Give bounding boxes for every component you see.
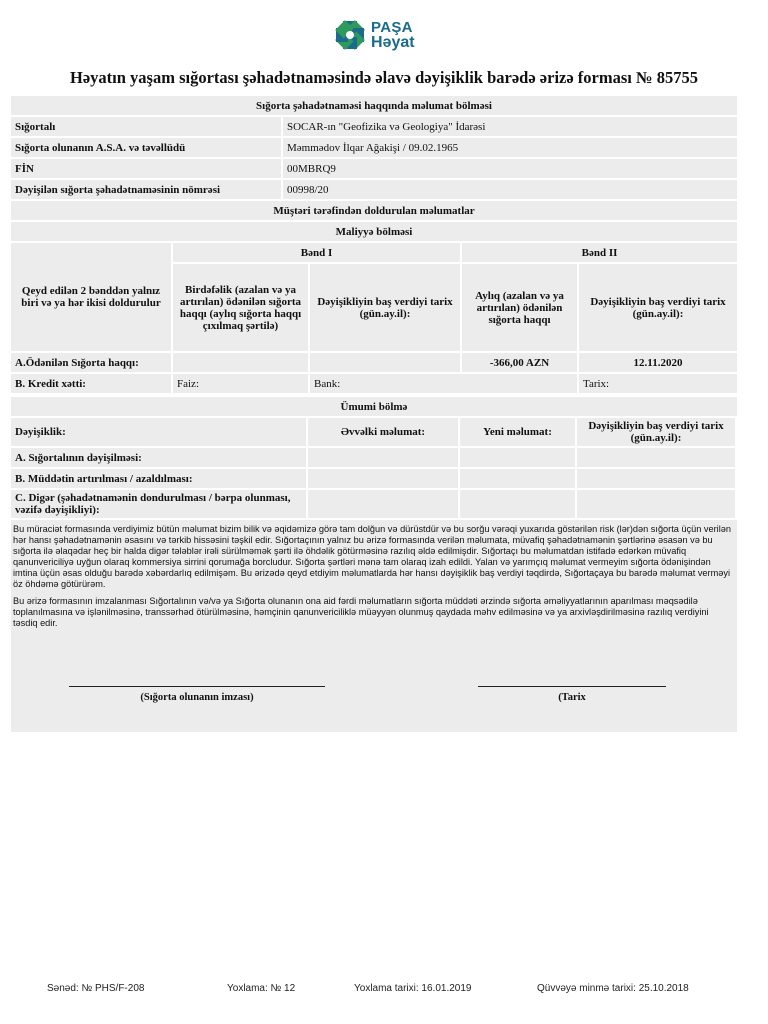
general-col-new: Yeni məlumat: [460,418,575,446]
footer-check-date: Yoxlama tarixi: 16.01.2019 [354,983,472,994]
info-label: Sığortalı [11,117,281,136]
company-logo [333,14,443,56]
finance-row-a [11,353,737,372]
general-new-cell [460,490,575,518]
finance-row-a-label: A.Ödənilən Sığorta haqqı: [11,353,171,372]
band-two-date-header: Dəyişikliyin baş verdiyi tarix (gün.ay.il): [579,264,737,351]
info-value: SOCAR-ın "Geofizika və Geologiya" İdarəsi [283,117,737,136]
info-label: FİN [11,159,281,178]
date-label: (Tarix [558,692,586,703]
band-two-date-value: 12.11.2020 [579,353,737,372]
general-row-label: C. Digər (şəhadətnamənin dondurulması / bərpa olunması, vəzifə dəyişikliyi): [11,490,306,518]
application-form [11,96,737,732]
info-value: Məmmədov İlqar Ağakişi / 09.02.1965 [283,138,737,157]
band-one-amount-header: Birdəfəlik (azalan və ya artırılan) ödənilən sığorta haqqı (aylıq sığorta haqqı çıxılmaq şərtilə) [173,264,308,351]
info-row [11,117,737,136]
info-row [11,180,737,199]
band-one-amount-value [173,353,308,372]
general-row-label: A. Sığortalının dəyişilməsi: [11,448,306,467]
band-two-amount-header: Aylıq (azalan və ya artırılan) ödənilən sığorta haqqı [462,264,577,351]
section-header-client: Müştəri tərəfindən doldurulan məlumatlar [11,201,737,220]
page-title: Həyatın yaşam sığortası şəhadətnaməsində əlavə dəyişiklik barədə ərizə forması № 85755 [70,68,698,87]
signature-line [69,686,325,687]
declaration-block [11,520,737,732]
general-new-cell [460,448,575,467]
general-date-cell [577,448,735,467]
info-value: 00MBRQ9 [283,159,737,178]
general-new-cell [460,469,575,488]
general-date-cell [577,490,735,518]
band-two-header: Bənd II [462,243,737,262]
footer-valid-date: Qüvvəyə minmə tarixi: 25.10.2018 [537,983,689,994]
general-row [11,490,737,518]
date-line [478,686,666,687]
section-header-general: Ümumi bölmə [11,397,737,416]
declaration-paragraph-1: Bu müraciət formasında verdiyimiz bütün məlumat bizim bilik və əqidəmizə görə tam dolğun və dürüstdür və bu sorğu vərəqi yuxarıda göstərilən risk (lər)dən sığorta üçün verilən hər hansı şəhadətnamənin əsasını və tərkib hissəsini təşkil edir. Sığortaçının yalnız bu ərizə formasında verilən məlumata, müvafiq şəhadətnamənin şərtlərinə əsasən və bu sığorta ilə əlaqədar heç bir halda digər tələblər irəli sürülməmək şərti ilə öhdəlik götürməsinə razılıq əldə edilmişdir. Sığortaçı bu məlumatdan istifadə edərkən müvafiq qanunvericiliyə uyğun olaraq kommersiya sirrini qorumağa borcludur. Sığorta şərtləri mənə tam olaraq izah edildi. Yalan və yarımçıq məlumat vermeyim sığorta ödənişindən imtina üçün əsas olduğu barədə xəbərdarlıq edilmişəm. Bu ərizədə qeyd etdiyim məlumatlarda hər hansı dəyişiklik baş verdiyi təqdirdə, Sığortaçaya bu barədə məlumat verməyi öz öhdəmə götürürəm. [13,524,731,589]
info-label: Sığorta olunanın A.S.A. və təvəllüdü [11,138,281,157]
star-logo-icon [333,18,367,52]
logo-line1: PAŞA [371,19,413,36]
declaration-paragraph-2: Bu ərizə formasının imzalanması Sığortalının və/və ya Sığorta olunanın ona aid fərdi məlumatların sığorta müddəti ərzində sığorta əməliyyatlarının aparılması məqsədilə toplanılmasına və işlənilməsinə, transsərhəd ötürülməsinə, həmçinin qanunvericiliklə müəyyən olunmuş qaydada məhv edilməsinə və ya arxivləşdirilməsinə razılıq verdiyini təsdiq edir. [13,596,709,628]
general-prev-cell [308,490,458,518]
info-row [11,159,737,178]
band-one-date-header: Dəyişikliyin baş verdiyi tarix (gün.ay.il): [310,264,460,351]
band-one-header: Bənd I [173,243,460,262]
general-col-prev: Əvvəlki məlumat: [308,418,458,446]
info-label: Dəyişilən sığorta şəhadətnaməsinin nömrəsi [11,180,281,199]
general-row-label: B. Müddətin artırılması / azaldılması: [11,469,306,488]
general-col-date: Dəyişikliyin baş verdiyi tarix (gün.ay.il): [577,418,735,446]
general-row [11,469,737,488]
band-two-amount-value: -366,00 AZN [462,353,577,372]
logo-line2: Həyat [371,34,415,51]
finance-row-b [11,374,737,393]
general-date-cell [577,469,735,488]
general-prev-cell [308,469,458,488]
general-header-row [11,418,737,446]
general-prev-cell [308,448,458,467]
section-header-finance: Maliyyə bölməsi [11,222,737,241]
credit-bank-label: Bank: [310,374,577,393]
info-value: 00998/20 [283,180,737,199]
finance-note: Qeyd edilən 2 bənddən yalnız biri və ya hər ikisi doldurulur [11,243,171,351]
finance-row-b-label: B. Kredit xətti: [11,374,171,393]
general-col-change: Dəyişiklik: [11,418,306,446]
info-row [11,138,737,157]
section-header-certificate: Sığorta şəhadətnaməsi haqqında məlumat bölməsi [11,96,737,115]
signature-label: (Sığorta olunanın imzası) [140,692,254,703]
band-one-date-value [310,353,460,372]
footer-document-number: Sənəd: № PHS/F-208 [47,983,145,994]
credit-date-label: Tarix: [579,374,737,393]
footer-check-number: Yoxlama: № 12 [227,983,296,994]
credit-rate-label: Faiz: [173,374,308,393]
general-row [11,448,737,467]
